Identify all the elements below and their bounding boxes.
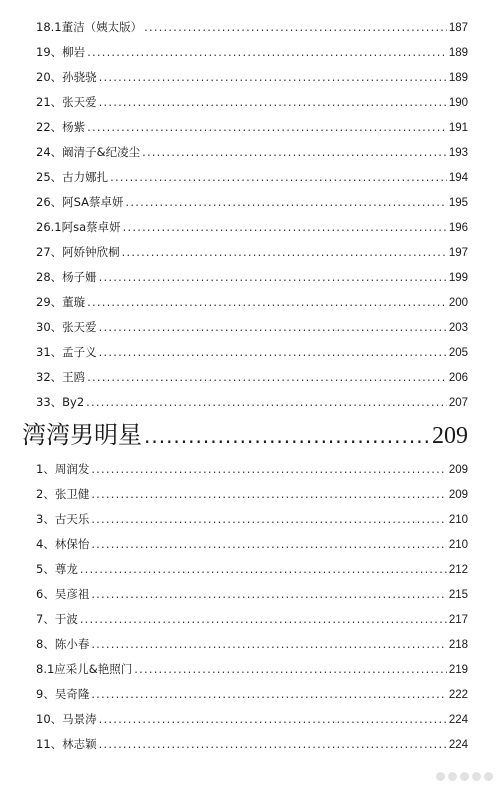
- toc-entry[interactable]: [36, 687, 468, 702]
- toc-entry-page: 196: [448, 222, 468, 234]
- section-title: 湾湾男明星: [22, 421, 142, 449]
- dot-leader: [87, 120, 447, 134]
- toc-entry[interactable]: [36, 395, 468, 410]
- dot-leader: [91, 512, 446, 526]
- dot-leader: [91, 687, 446, 701]
- watermark-dot-icon: [472, 772, 481, 781]
- dot-leader: [91, 637, 446, 651]
- toc-entry-page: 209: [448, 489, 468, 501]
- toc-entry[interactable]: [36, 320, 468, 335]
- toc-entry-label: 30、张天爱: [36, 320, 97, 334]
- toc-entry-page: 206: [448, 372, 468, 384]
- watermark: [436, 772, 493, 781]
- toc-entry-page: 205: [448, 347, 468, 359]
- toc-entry[interactable]: [36, 120, 468, 135]
- toc-entry-page: 207: [448, 397, 468, 409]
- watermark-dot-icon: [448, 772, 457, 781]
- toc-entry-page: 189: [448, 47, 468, 59]
- toc-entry-page: 210: [448, 539, 468, 551]
- toc-entry-label: 32、王鸥: [36, 370, 86, 384]
- toc-entry-page: 218: [448, 639, 468, 651]
- toc-entry[interactable]: [36, 712, 468, 727]
- toc-entry-page: 210: [448, 514, 468, 526]
- dot-leader: [86, 395, 447, 409]
- toc-entry[interactable]: [36, 95, 468, 110]
- dot-leader: [87, 45, 447, 59]
- dot-leader: [87, 295, 447, 309]
- dot-leader: [91, 537, 446, 551]
- toc-entry-page: 222: [448, 689, 468, 701]
- toc-entry[interactable]: [36, 537, 468, 552]
- toc-entry-label: 4、林保怡: [36, 537, 90, 551]
- toc-entry[interactable]: [36, 637, 468, 652]
- toc-entry-page: 224: [448, 714, 468, 726]
- toc-entry-label: 1、周润发: [36, 462, 90, 476]
- toc-entry-label: 7、于波: [36, 612, 78, 626]
- dot-leader: [142, 145, 447, 159]
- toc-entry-page: 194: [448, 172, 468, 184]
- dot-leader: [123, 220, 447, 234]
- toc-entry-label: 28、杨子姗: [36, 270, 97, 284]
- toc-entry-page: 189: [448, 72, 468, 84]
- dot-leader: [87, 370, 447, 384]
- toc-entry[interactable]: [36, 662, 468, 677]
- dot-leader: [99, 70, 447, 84]
- toc-entry-page: 212: [448, 564, 468, 576]
- dot-leader: [91, 587, 446, 601]
- dot-leader: [99, 320, 447, 334]
- toc-entry-label: 26、阿SA蔡卓妍: [36, 195, 124, 209]
- toc-entry-page: 215: [448, 589, 468, 601]
- dot-leader: [144, 20, 447, 34]
- toc-entry-page: 200: [448, 297, 468, 309]
- toc-entry[interactable]: [36, 245, 468, 260]
- toc-entry-page: 190: [448, 97, 468, 109]
- toc-entry[interactable]: [36, 70, 468, 85]
- section-heading[interactable]: [22, 420, 468, 451]
- toc-entry-page: 209: [448, 464, 468, 476]
- toc-entry-page: 217: [448, 614, 468, 626]
- toc-entry-label: 29、董璇: [36, 295, 86, 309]
- toc-entry-label: 9、吴奇隆: [36, 687, 90, 701]
- toc-entry-label: 25、古力娜扎: [36, 170, 109, 184]
- toc-entry[interactable]: [36, 562, 468, 577]
- dot-leader: [80, 612, 447, 626]
- watermark-dot-icon: [460, 772, 469, 781]
- toc-entry-label: 19、柳岩: [36, 45, 86, 59]
- dot-leader: [80, 562, 447, 576]
- toc-entry-label: 22、杨紫: [36, 120, 86, 134]
- toc-entry[interactable]: [36, 612, 468, 627]
- toc-entry-label: 27、阿娇钟欣桐: [36, 245, 120, 259]
- section-page: 209: [432, 423, 468, 449]
- toc-entry-page: 191: [448, 122, 468, 134]
- toc-entry[interactable]: [36, 45, 468, 60]
- toc-entry-label: 11、林志颖: [36, 737, 97, 751]
- dot-leader: [110, 170, 447, 184]
- toc-entry[interactable]: [36, 220, 468, 235]
- toc-entry-label: 2、张卫健: [36, 487, 90, 501]
- toc-entry[interactable]: [36, 295, 468, 310]
- toc-entry-label: 20、孙骁骁: [36, 70, 97, 84]
- toc-entry-page: 195: [448, 197, 468, 209]
- dot-leader: [91, 487, 446, 501]
- dot-leader: [126, 195, 447, 209]
- dot-leader: [99, 345, 447, 359]
- watermark-dot-icon: [484, 772, 493, 781]
- dot-leader: [122, 245, 447, 259]
- toc-entry-label: 6、吴彦祖: [36, 587, 90, 601]
- toc-entry[interactable]: [36, 462, 468, 477]
- toc-entry-label: 3、古天乐: [36, 512, 90, 526]
- toc-entry-page: 224: [448, 739, 468, 751]
- dot-leader: [99, 95, 447, 109]
- toc-entry[interactable]: [36, 587, 468, 602]
- toc-entry[interactable]: [36, 145, 468, 160]
- toc-entry-page: 199: [448, 272, 468, 284]
- toc-entry-label: 24、阚清子&纪凌尘: [36, 145, 141, 159]
- toc-entry[interactable]: [36, 345, 468, 360]
- toc-entry[interactable]: [36, 737, 468, 752]
- dot-leader: [134, 662, 447, 676]
- toc-entry[interactable]: [36, 487, 468, 502]
- toc-entry-label: 10、马景涛: [36, 712, 97, 726]
- dot-leader: [99, 712, 447, 726]
- toc-entry[interactable]: [36, 195, 468, 210]
- toc-entry-label: 5、尊龙: [36, 562, 78, 576]
- toc-entry-label: 26.1阿sa蔡卓妍: [36, 220, 121, 234]
- dot-leader: [91, 462, 446, 476]
- toc-entry-page: 193: [448, 147, 468, 159]
- toc-entry[interactable]: [36, 170, 468, 185]
- toc-entry[interactable]: [36, 512, 468, 527]
- toc-entry-label: 8.1应采儿&艳照门: [36, 662, 133, 676]
- toc-entry-label: 21、张天爱: [36, 95, 97, 109]
- dot-leader: [144, 421, 430, 451]
- toc-entry-label: 18.1董洁（姨太版）: [36, 20, 143, 34]
- dot-leader: [99, 737, 447, 751]
- toc-entry[interactable]: [36, 270, 468, 285]
- toc-entry-label: 31、孟子义: [36, 345, 97, 359]
- toc-entry[interactable]: [36, 370, 468, 385]
- toc-entry-page: 219: [448, 664, 468, 676]
- toc-entry-page: 187: [448, 22, 468, 34]
- watermark-dot-icon: [436, 772, 445, 781]
- toc-entry-label: 8、陈小春: [36, 637, 90, 651]
- toc-entry-page: 203: [448, 322, 468, 334]
- dot-leader: [99, 270, 447, 284]
- toc-entry-page: 197: [448, 247, 468, 259]
- toc-entry[interactable]: [36, 20, 468, 35]
- toc-entry-label: 33、By2: [36, 395, 85, 409]
